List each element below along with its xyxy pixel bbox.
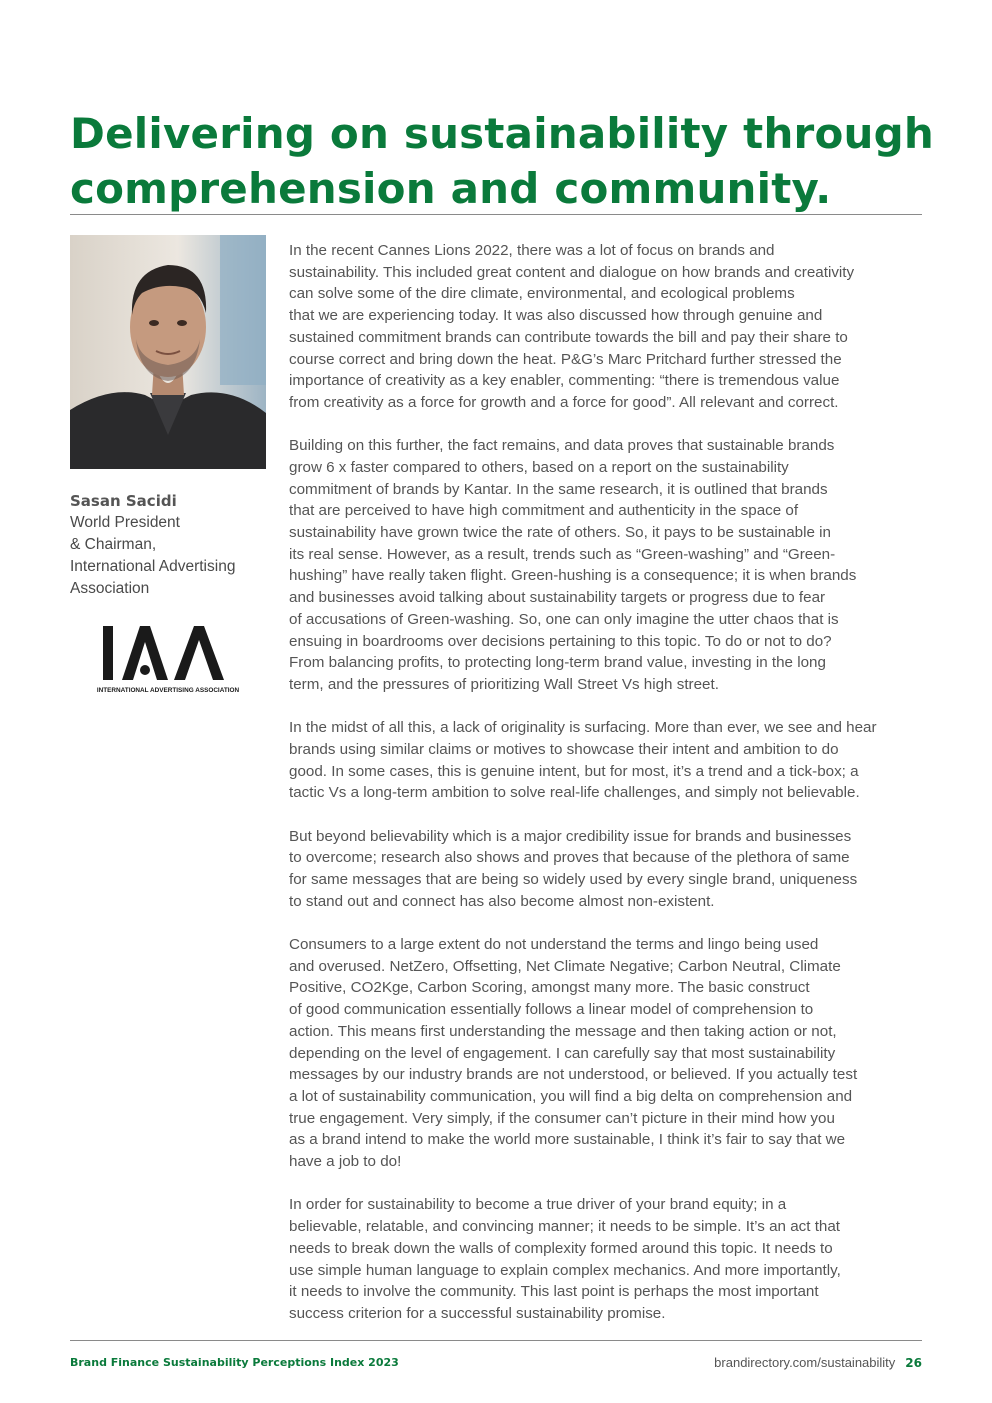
- body-line: commitment of brands by Kantar. In the same research, it is outlined that brands: [289, 480, 828, 498]
- body-line: of accusations of Green-washing. So, one can only imagine the utter chaos that is: [289, 610, 839, 628]
- body-line: sustained commitment brands can contribute towards the bill and pay their share to: [289, 328, 848, 346]
- paragraph: [289, 1194, 929, 1324]
- body-line: and overused. NetZero, Offsetting, Net Climate Negative; Carbon Neutral, Climate: [289, 957, 841, 975]
- body-line: true engagement. Very simply, if the consumer can’t picture in their mind how you: [289, 1109, 835, 1127]
- body-line: But beyond believability which is a major credibility issue for brands and businesses: [289, 827, 852, 845]
- iaa-logo: [78, 612, 258, 698]
- body-line: Consumers to a large extent do not understand the terms and lingo being used: [289, 936, 819, 954]
- body-line: term, and the pressures of prioritizing Wall Street Vs high street.: [289, 675, 719, 693]
- body-line: that we are experiencing today. It was also discussed how through genuine and: [289, 307, 823, 325]
- body-line: tactic Vs a long-term ambition to solve real-life challenges, and simply not believable.: [289, 784, 860, 802]
- title-divider: [70, 214, 922, 215]
- paragraph: [289, 240, 929, 414]
- author-role-line: Association: [70, 580, 150, 597]
- body-line: sustainability have grown twice the rate of others. So, it pays to be sustainable in: [289, 524, 831, 542]
- body-line: from creativity as a force for growth and a force for good”. All relevant and correct.: [289, 393, 839, 411]
- article-body: [289, 240, 929, 1346]
- title-line: Delivering on sustainability through: [70, 109, 934, 158]
- body-line: In the midst of all this, a lack of originality is surfacing. More than ever, we see and hear: [289, 719, 877, 737]
- body-line: for same messages that are being so widely used by every single brand, uniqueness: [289, 871, 858, 889]
- body-line: and businesses avoid talking about sustainability targets or progress due to fear: [289, 589, 826, 607]
- body-line: In order for sustainability to become a true driver of your brand equity; in a: [289, 1196, 787, 1214]
- body-line: it needs to involve the community. This last point is perhaps the most important: [289, 1283, 819, 1301]
- body-line: believable, relatable, and convincing manner; it needs to be simple. It’s an act that: [289, 1218, 841, 1236]
- body-line: From balancing profits, to protecting long-term brand value, investing in the long: [289, 654, 826, 672]
- publication-name: Brand Finance Sustainability Perceptions Index 2023: [70, 1356, 399, 1369]
- body-line: Positive, CO2Kge, Carbon Scoring, amongst many more. The basic construct: [289, 979, 810, 997]
- logo-caption: INTERNATIONAL ADVERTISING ASSOCIATION: [96, 687, 240, 694]
- body-line: sustainability. This included great content and dialogue on how brands and creativity: [289, 263, 855, 281]
- body-line: have a job to do!: [289, 1153, 402, 1171]
- footer-divider: [70, 1340, 922, 1341]
- body-line: can solve some of the dire climate, environmental, and ecological problems: [289, 285, 795, 303]
- paragraph: [289, 934, 929, 1173]
- body-line: to overcome; research also shows and proves that because of the plethora of same: [289, 849, 850, 867]
- body-line: use simple human language to explain complex mechanics. And more importantly,: [289, 1261, 841, 1279]
- body-line: action. This means first understanding the message and then taking action or not,: [289, 1022, 837, 1040]
- body-line: its real sense. However, as a result, trends such as “Green-washing” and “Green-: [289, 545, 836, 563]
- body-line: good. In some cases, this is genuine intent, but for most, it’s a trend and a tick-box; a: [289, 762, 859, 780]
- footer-right: [714, 1355, 922, 1370]
- body-line: course correct and bring down the heat. P&G’s Marc Pritchard further stressed the: [289, 350, 842, 368]
- body-line: In the recent Cannes Lions 2022, there was a lot of focus on brands and: [289, 242, 775, 259]
- body-line: needs to break down the walls of complexity formed around this topic. It needs to: [289, 1239, 833, 1257]
- author-role-line: World President: [70, 514, 180, 531]
- paragraph: [289, 826, 929, 913]
- body-line: hushing” have really taken flight. Green-hushing is a consequence; it is when brands: [289, 567, 857, 585]
- author-role-line: International Advertising: [70, 558, 236, 575]
- body-line: that are perceived to have high commitment and authenticity in the space of: [289, 502, 799, 520]
- author-portrait: [70, 235, 266, 469]
- body-line: importance of creativity as a key enabler, commenting: “there is tremendous value: [289, 372, 840, 390]
- body-line: success criterion for a successful sustainability promise.: [289, 1304, 666, 1322]
- body-line: of good communication essentially follows a linear model of comprehension to: [289, 1001, 814, 1019]
- body-line: messages by our industry brands are not understood, or believed. If you actually test: [289, 1066, 858, 1084]
- author-block: [70, 490, 270, 600]
- body-line: brands using similar claims or motives to showcase their intent and ambition to do: [289, 740, 839, 758]
- body-line: grow 6 x faster compared to others, based on a report on the sustainability: [289, 458, 789, 476]
- article-title: [70, 106, 934, 216]
- footer-url: brandirectory.com/sustainability: [714, 1355, 896, 1370]
- body-line: to stand out and connect has also become almost non-existent.: [289, 892, 715, 910]
- author-name: Sasan Sacidi: [70, 492, 177, 510]
- page-number: 26: [905, 1356, 922, 1370]
- body-line: as a brand intend to make the world more sustainable, I think it’s fair to say that we: [289, 1131, 846, 1149]
- body-line: depending on the level of engagement. I can carefully say that most sustainability: [289, 1044, 836, 1062]
- paragraph: [289, 435, 929, 695]
- title-line: comprehension and community.: [70, 164, 832, 213]
- body-line: ensuing in boardrooms over decisions pertaining to this topic. To do or not to do?: [289, 632, 832, 650]
- paragraph: [289, 717, 929, 804]
- body-line: a lot of sustainability communication, you will find a big delta on comprehension and: [289, 1087, 853, 1105]
- author-role-line: & Chairman,: [70, 536, 157, 553]
- body-line: Building on this further, the fact remains, and data proves that sustainable brands: [289, 437, 835, 455]
